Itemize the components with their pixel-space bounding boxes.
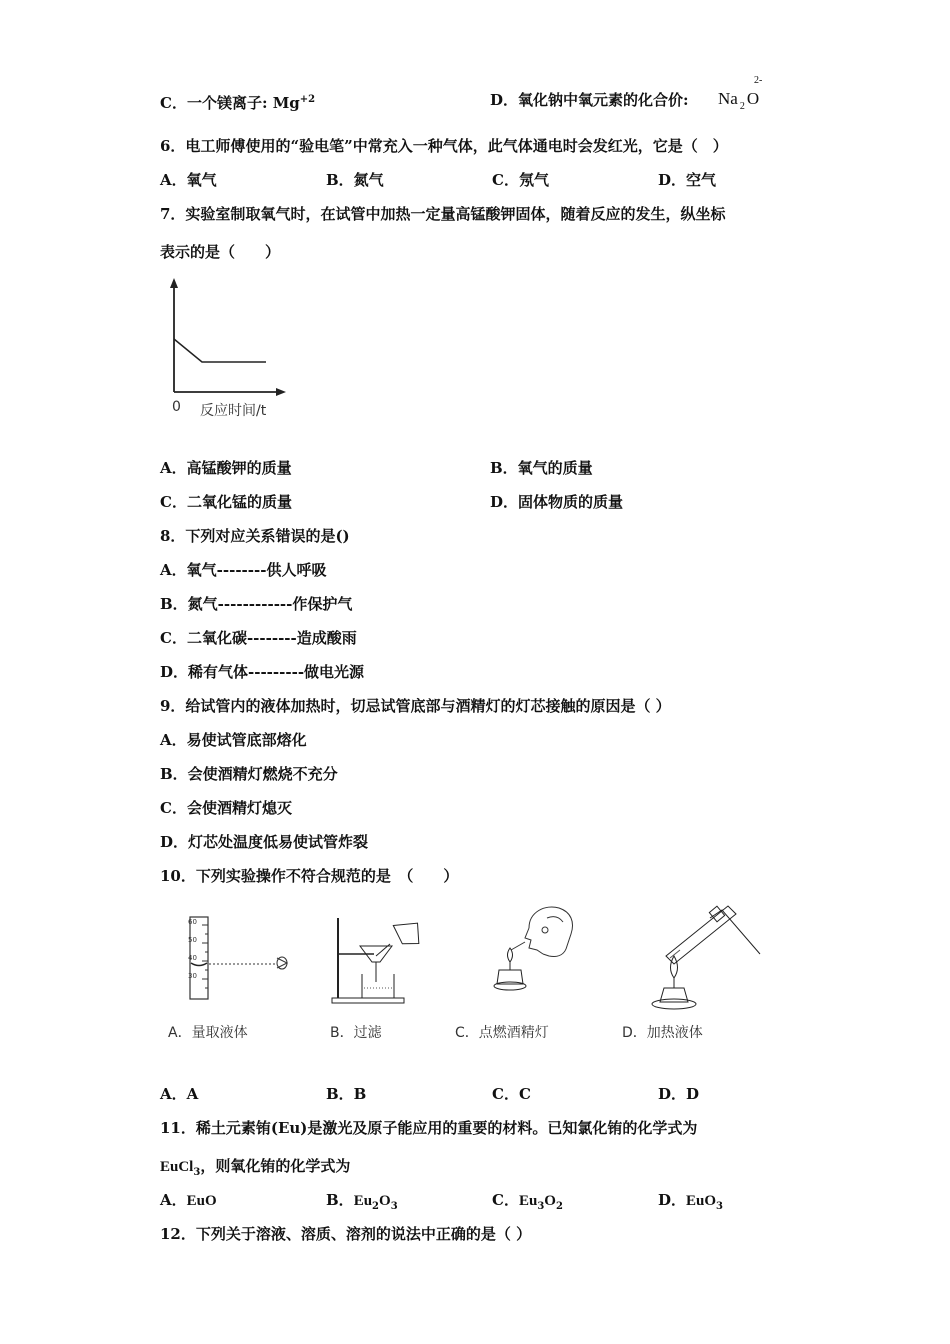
q11-option-a — [160, 1190, 217, 1211]
q11-option-c-sub1: 3 — [537, 1201, 545, 1212]
q11-option-b-label: B． — [326, 1191, 354, 1209]
q10-figure-b-filtration — [330, 912, 440, 1007]
q5-option-c-text: C．一个镁离子: Mg — [160, 94, 300, 112]
q10-option-b: B．B — [326, 1085, 367, 1103]
q6-option-c: C．氖气 — [492, 171, 549, 189]
q12-stem: 12．下列关于溶液、溶质、溶剂的说法中正确的是（ ） — [160, 1225, 532, 1243]
q10-cyl-tick-30: 30 — [188, 972, 197, 980]
q10-cyl-tick-40: 40 — [188, 954, 197, 962]
q6-stem: 6．电工师傅使用的“验电笔”中常充入一种气体，此气体通电时会发红光，它是（ ） — [160, 137, 728, 155]
na-subscript: 2 — [739, 101, 745, 112]
q10-figure-b-caption: B．过滤 — [330, 1025, 382, 1041]
q11-option-a-label: A． — [160, 1191, 187, 1209]
q10-figure-a-cylinder — [185, 915, 295, 1005]
q10-figure-a-caption: A．量取液体 — [168, 1025, 248, 1041]
q7-option-a: A．高锰酸钾的质量 — [160, 459, 292, 477]
q6-option-d: D．空气 — [658, 171, 717, 189]
q5-option-c-charge: +2 — [299, 94, 316, 105]
q9-option-a: A．易使试管底部熔化 — [160, 731, 307, 749]
q6-option-a: A．氧气 — [160, 171, 217, 189]
q8-stem: 8．下列对应关系错误的是() — [160, 527, 350, 545]
q10-figure-d-caption: D．加热液体 — [622, 1025, 703, 1041]
q11-option-b-sub2: 3 — [390, 1201, 398, 1212]
q7-option-d: D．固体物质的质量 — [490, 493, 624, 511]
q10-option-c: C．C — [492, 1085, 531, 1103]
q11-option-d-formula: EuO — [686, 1193, 717, 1209]
q7-option-b: B．氧气的质量 — [490, 459, 593, 477]
q11-option-d-label: D． — [658, 1191, 687, 1209]
q7-origin-label: 0 — [172, 399, 181, 415]
eucl3-formula: EuCl — [160, 1159, 194, 1175]
q11-option-c-label: C． — [492, 1191, 519, 1209]
q5-option-d — [490, 90, 689, 110]
q11-option-a-formula: EuO — [186, 1193, 217, 1209]
q11-stem-line2-rest: ，则氧化铕的化学式为 — [200, 1157, 351, 1175]
q7-stem-line2: 表示的是（ ） — [160, 243, 281, 261]
q9-option-c: C．会使酒精灯熄灭 — [160, 799, 292, 817]
q8-option-d: D．稀有气体---------做电光源 — [160, 663, 365, 681]
q5-option-c — [160, 90, 315, 113]
o-valence: 2- — [754, 75, 763, 86]
q11-option-c — [492, 1190, 563, 1217]
q9-option-d: D．灯芯处温度低易使试管炸裂 — [160, 833, 369, 851]
q7-x-axis-label: 反应时间/t — [200, 403, 267, 419]
na-symbol: Na — [718, 89, 738, 108]
q11-option-c-o: O — [544, 1193, 556, 1209]
q7-stem-line1: 7．实验室制取氧气时，在试管中加热一定量高锰酸钾固体，随着反应的发生，纵坐标 — [160, 205, 726, 223]
q9-stem: 9．给试管内的液体加热时，切忌试管底部与酒精灯的灯芯接触的原因是（ ） — [160, 697, 671, 715]
q8-option-a: A．氧气--------供人呼吸 — [160, 561, 327, 579]
q11-option-c-eu: Eu — [518, 1193, 538, 1209]
q7-option-c: C．二氧化锰的质量 — [160, 493, 292, 511]
eucl3-subscript: 3 — [193, 1167, 201, 1178]
q10-stem: 10．下列实验操作不符合规范的是 （ ） — [160, 867, 459, 885]
q11-stem-line2 — [160, 1156, 350, 1183]
q10-figure-d-heating — [640, 898, 770, 1013]
q10-option-d: D．D — [658, 1085, 700, 1103]
q11-option-d-sub: 3 — [716, 1201, 723, 1212]
q11-option-b — [326, 1190, 398, 1217]
q5-na2o-formula — [718, 75, 763, 112]
q11-stem-line1: 11．稀土元素铕(Eu)是激光及原子能应用的重要的材料。已知氯化铕的化学式为 — [160, 1119, 698, 1137]
q5-option-d-text: D．氧化钠中氧元素的化合价: — [490, 91, 689, 109]
q10-figure-c-caption: C．点燃酒精灯 — [455, 1025, 549, 1041]
q10-figure-c-lighting — [485, 900, 595, 1010]
q8-option-c: C．二氧化碳--------造成酸雨 — [160, 629, 357, 647]
q11-option-d — [658, 1190, 723, 1217]
q11-option-c-sub2: 2 — [555, 1201, 563, 1212]
q10-cyl-tick-50: 50 — [188, 936, 197, 944]
q6-option-b: B．氮气 — [326, 171, 384, 189]
q10-cyl-tick-60: 60 — [188, 918, 197, 926]
q11-option-b-eu: Eu — [353, 1193, 373, 1209]
q9-option-b: B．会使酒精灯燃烧不充分 — [160, 765, 338, 783]
q11-option-b-o: O — [379, 1193, 391, 1209]
q11-option-b-sub1: 2 — [372, 1201, 380, 1212]
q10-option-a: A．A — [160, 1085, 199, 1103]
q8-option-b: B．氮气------------作保护气 — [160, 595, 353, 613]
o-symbol: O — [746, 89, 760, 108]
